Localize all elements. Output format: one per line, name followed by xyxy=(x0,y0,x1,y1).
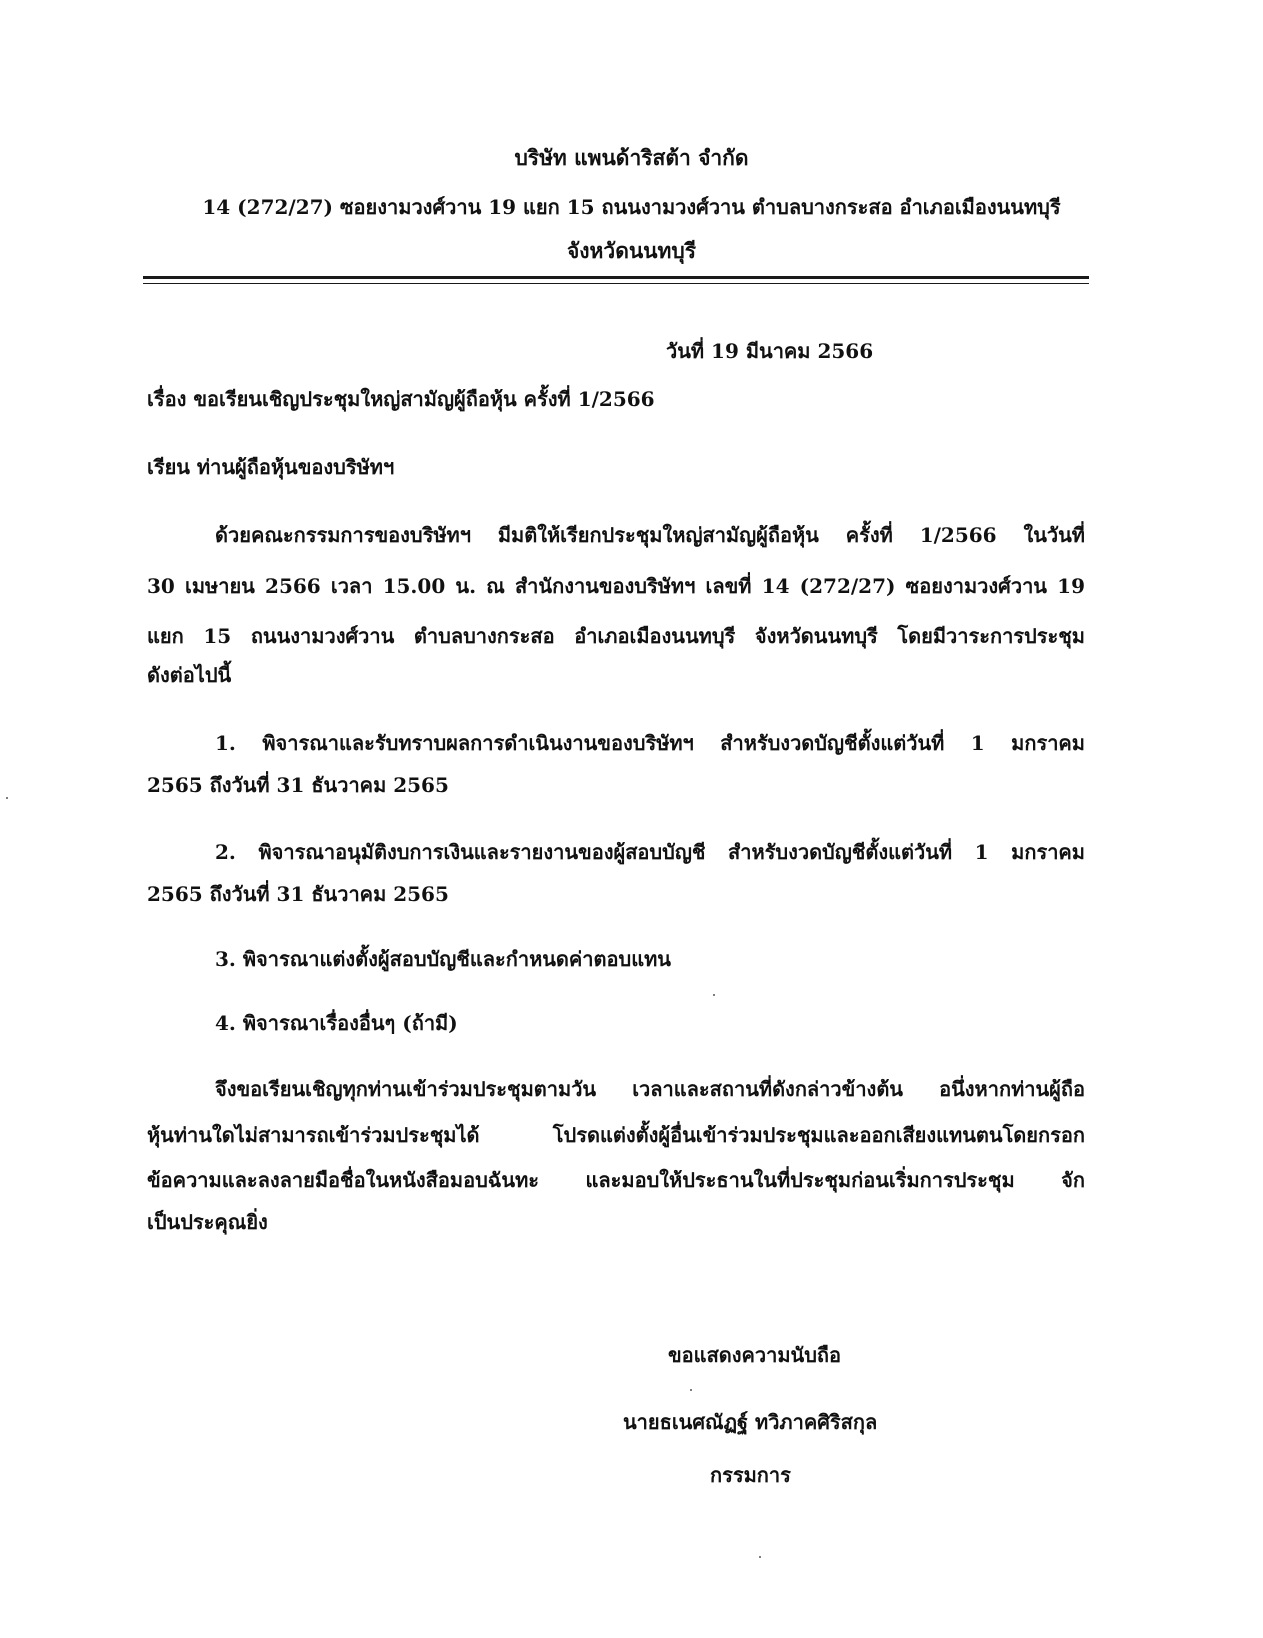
agenda-item-1-cont: 2565 ถึงวันที่ 31 ธันวาคม 2565 xyxy=(147,773,449,797)
letter-subject: เรื่อง ขอเรียนเชิญประชุมใหญ่สามัญผู้ถือหุ้น ครั้งที่ 1/2566 xyxy=(147,387,655,411)
closing-paragraph-line: หุ้นท่านใดไม่สามารถเข้าร่วมประชุมได้ โปรดแต่งตั้งผู้อื่นเข้าร่วมประชุมและออกเสียงแทนตนโดยกรอก xyxy=(147,1123,1085,1147)
scan-speck xyxy=(690,1389,692,1391)
agenda-item-2-cont: 2565 ถึงวันที่ 31 ธันวาคม 2565 xyxy=(147,882,449,906)
letterhead-rule-thin xyxy=(143,283,1089,284)
scan-speck xyxy=(713,994,715,996)
intro-paragraph-line: ดังต่อไปนี้ xyxy=(147,663,232,687)
intro-paragraph-line: 30 เมษายน 2566 เวลา 15.00 น. ณ สำนักงานของบริษัทฯ เลขที่ 14 (272/27) ซอยงามวงศ์วาน 19 xyxy=(147,574,1085,598)
closing-paragraph-line: เป็นประคุณยิ่ง xyxy=(147,1210,268,1234)
intro-paragraph-line: แยก 15 ถนนงามวงศ์วาน ตำบลบางกระสอ อำเภอเมืองนนทบุรี จังหวัดนนทบุรี โดยมีวาระการประชุม xyxy=(147,624,1085,648)
scan-speck xyxy=(6,797,8,799)
company-address-line1: 14 (272/27) ซอยงามวงศ์วาน 19 แยก 15 ถนนงามวงศ์วาน ตำบลบางกระสอ อำเภอเมืองนนทบุรี xyxy=(202,195,1061,219)
signature-name: นายธเนศณัฏฐ์ ทวิภาคศิริสกุล xyxy=(623,1410,878,1434)
closing-paragraph-line: ข้อความและลงลายมือชื่อในหนังสือมอบฉันทะ และมอบให้ประธานในที่ประชุมก่อนเริ่มการประชุม จัก xyxy=(147,1168,1085,1192)
agenda-item-4: 4. พิจารณาเรื่องอื่นๆ (ถ้ามี) xyxy=(215,1011,458,1035)
agenda-item-3: 3. พิจารณาแต่งตั้งผู้สอบบัญชีและกำหนดค่าตอบแทน xyxy=(215,947,671,971)
signature-title: กรรมการ xyxy=(710,1463,791,1487)
signature-regards: ขอแสดงความนับถือ xyxy=(668,1343,842,1367)
scan-speck xyxy=(759,1556,761,1558)
intro-paragraph-line: ด้วยคณะกรรมการของบริษัทฯ มีมติให้เรียกประชุมใหญ่สามัญผู้ถือหุ้น ครั้งที่ 1/2566 ในวันที่ xyxy=(215,523,1085,547)
company-name: บริษัท แพนด้าริสต้า จำกัด xyxy=(514,145,749,170)
closing-paragraph-line: จึงขอเรียนเชิญทุกท่านเข้าร่วมประชุมตามวัน เวลาและสถานที่ดังกล่าวข้างต้น อนึ่งหากท่านผู้ถือ xyxy=(215,1077,1085,1101)
agenda-item-1: 1. พิจารณาและรับทราบผลการดำเนินงานของบริษัทฯ สำหรับงวดบัญชีตั้งแต่วันที่ 1 มกราคม xyxy=(215,731,1085,755)
letterhead-rule-thick xyxy=(143,276,1089,279)
letter-salutation: เรียน ท่านผู้ถือหุ้นของบริษัทฯ xyxy=(147,455,395,479)
agenda-item-2: 2. พิจารณาอนุมัติงบการเงินและรายงานของผู้สอบบัญชี สำหรับงวดบัญชีตั้งแต่วันที่ 1 มกราคม xyxy=(215,840,1085,864)
letter-date: วันที่ 19 มีนาคม 2566 xyxy=(666,339,874,363)
company-address-line2: จังหวัดนนทบุรี xyxy=(567,238,696,263)
